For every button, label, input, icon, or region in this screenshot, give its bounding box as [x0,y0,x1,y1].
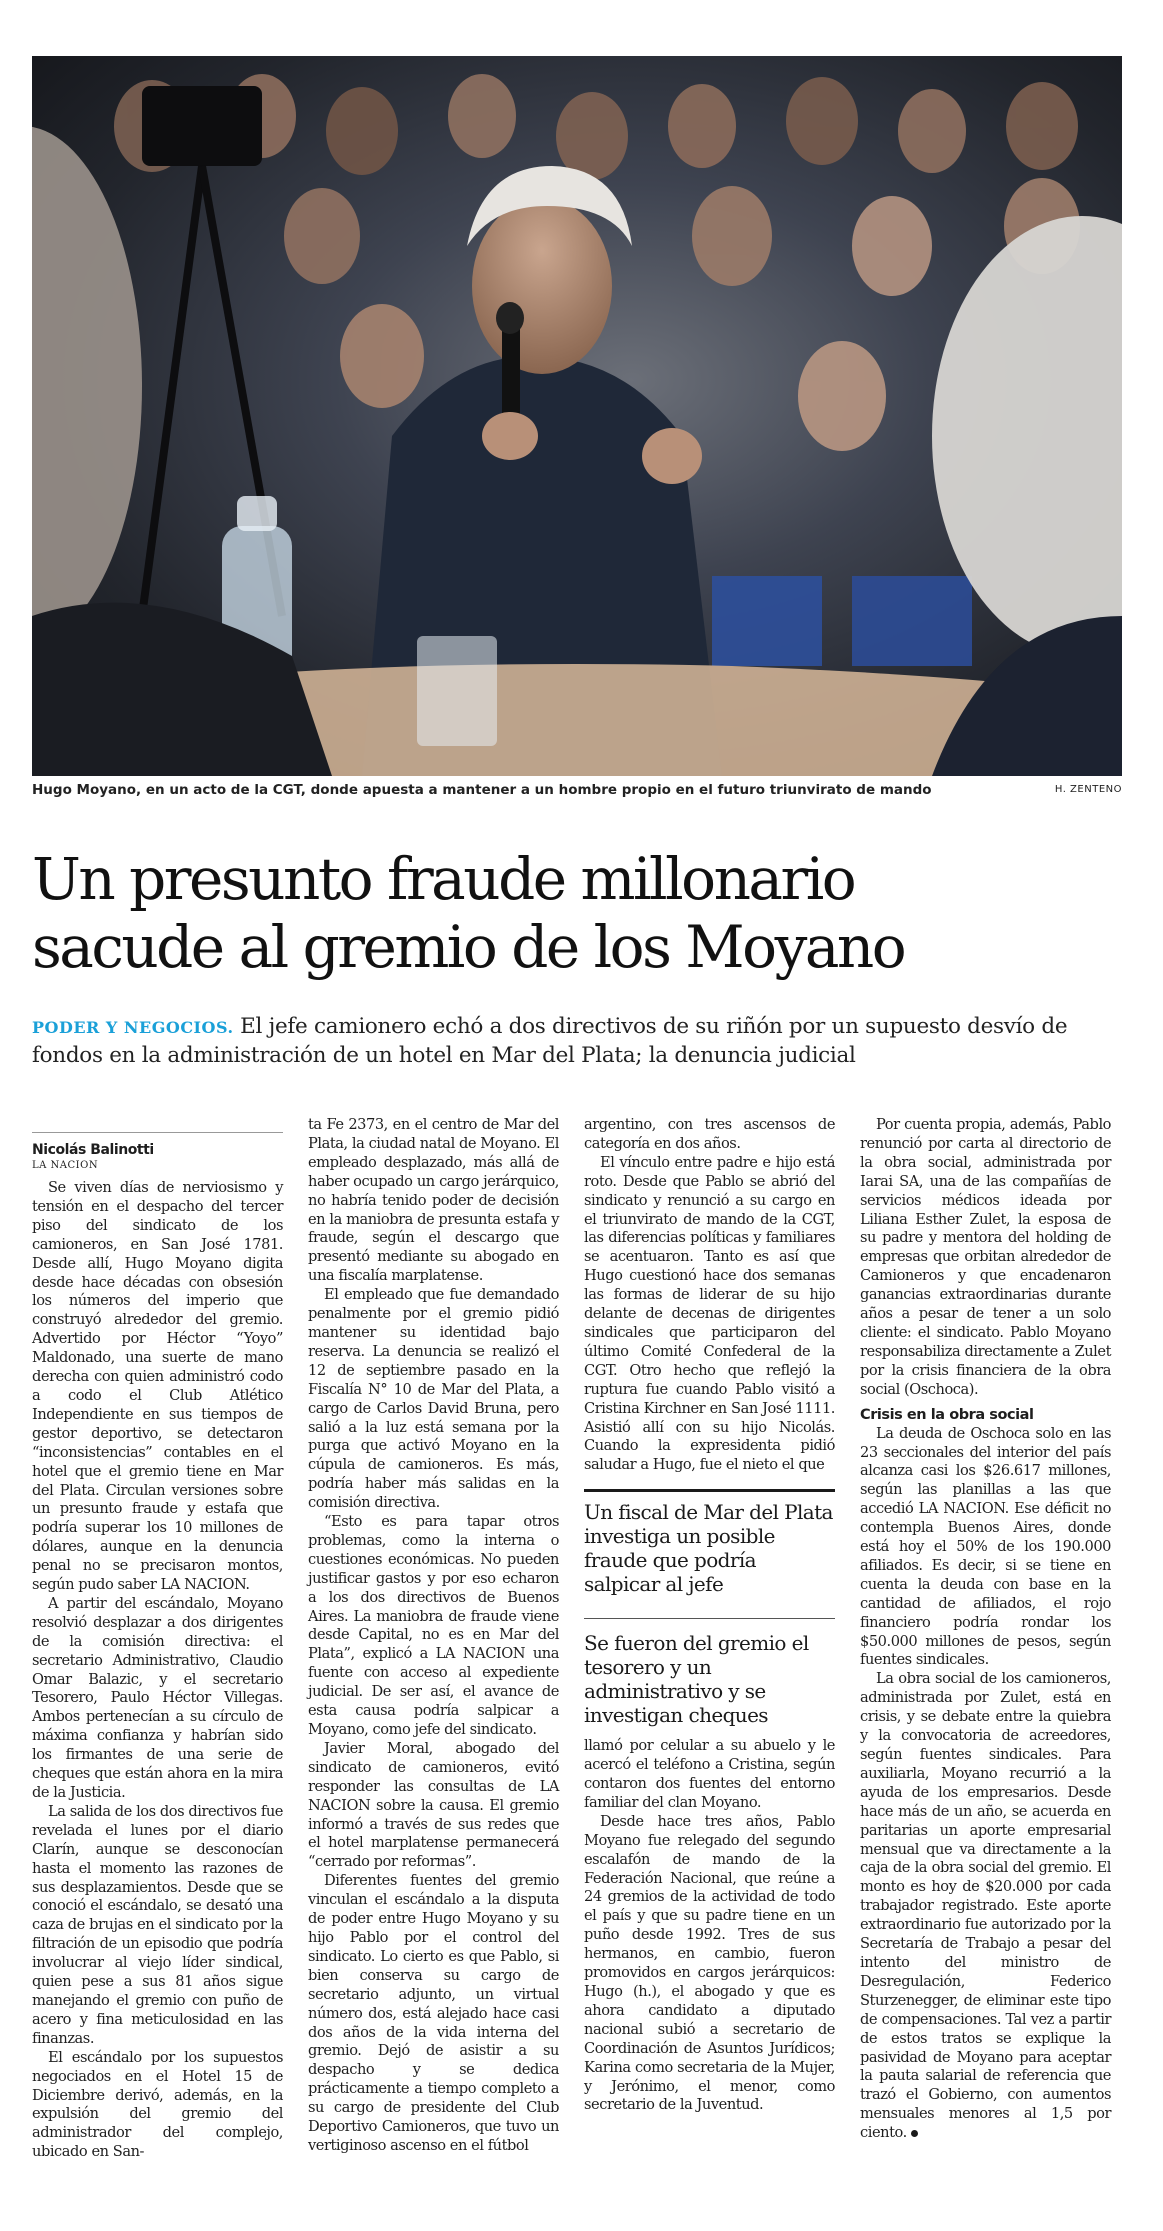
paragraph: El escándalo por los supuestos negociados en el Hotel 15 de Diciembre derivó, además, en la expulsión del gremio del administrador del complejo, ubicado en San- [32,2048,283,2161]
paragraph: Diferentes fuentes del gremio vinculan el escándalo a la disputa de poder entre Hugo Moyano y su hijo Pablo por el control del sindicato. Lo cierto es que Pablo, si bien conserva su cargo de secretario adjunto, un virtual número dos, está alejado hace casi dos años de la vida interna del gremio. Dejó de asistir a su despacho y se dedica prácticamente a tiempo completo a su cargo de presidente del Club Deportivo Camioneros, que tuvo un vertiginoso ascenso en el fútbol [308,1872,559,2154]
paragraph: El vínculo entre padre e hijo está roto. Desde que Pablo se abrió del sindicato y renunció a su cargo en el triunvirato de mando de la CGT, las diferencias políticas y familiares se acentuaron. Tanto es así que Hugo cuestionó hace dos semanas las formas de liderar de su hijo delante de decenas de dirigentes sindicales que participaron del último Comité Confederal de la CGT. Otro hecho que reflejó la ruptura fue cuando Pablo visitó a Cristina Kirchner en San José 1111. Asistió allí con su hijo Nicolás. Cuando la expresidenta pidió saludar a Hugo, fue el nieto el que [584,1153,835,1474]
paragraph: Se viven días de nerviosismo y tensión en el despacho del tercer piso del sindicato de los camioneros, en San José 1781. Desde allí, Hugo Moyano digita desde hace décadas con obsesión los números del imperio que construyó alrededor del gremio. Advertido por Héctor “Yoyo” Maldonado, una suerte de mano derecha con quien administró codo a codo el Club Atlético Independiente en sus tiempos de gestor deportivo, se detectaron “inconsistencias” contables en el hotel que el gremio tiene en Mar del Plata. Circulan versiones sobre un presunto fraude y estafa que podría superar los 10 millones de dólares, aunque en la denuncia penal no se precisaron montos, según pudo saber LA NACION. [32,1179,283,1594]
section-kicker: PODER Y NEGOCIOS. [32,1018,234,1037]
paragraph-text: La obra social de los camioneros, administrada por Zulet, está en crisis, y se debate entre la quiebra y la convocatoria de acreedores, según fuentes sindicales. Para auxiliarla, Moyano recurrió a la ayuda de los empresarios. Desde hace más de un año, se acuerda en paritarias un aporte empresarial mensual que va directamente a la caja de la obra social del gremio. El monto es hoy de $20.000 por cada trabajador registrado. Este aporte extraordinario fue autorizado por la Secretaría de Trabajo a pesar del intento del ministro de Desregulación, Federico Sturzenegger, de eliminar este tipo de compensaciones. Tal vez a partir de estos tratos se explique la pasividad de Moyano para aceptar la pauta salarial de referencia que trazó el Gobierno, con aumentos mensuales menores al 1,5 por ciento. [860,1670,1111,2142]
paragraph: Desde hace tres años, Pablo Moyano fue relegado del segundo escalafón de mando de la Federación Nacional, que reúne a 24 gremios de la actividad de todo el país y que su padre tiene en un puño desde 1992. Tres de sus hermanos, en cambio, fueron promovidos en cargos jerárquicos: Hugo (h.), el abogado y que es ahora candidato a diputado nacional subió a secretario de Coordinación de Asuntos Jurídicos; Karina como secretaria de la Mujer, y Jerónimo, el menor, como secretario de la Juventud. [584,1812,835,2114]
paragraph [860,1670,1111,2143]
paragraph: argentino, con tres ascensos de categoría en dos años. [584,1116,835,1152]
paragraph: llamó por celular a su abuelo y le acercó el teléfono a Cristina, según contaron dos fuentes del entorno familiar del clan Moyano. [584,1737,835,1811]
photo-illustration [32,56,1122,776]
headline-line-1: Un presunto fraude millonario [32,845,855,913]
article-photo [32,56,1122,776]
deck-text: El jefe camionero echó a dos directivos de su riñón por un supuesto desvío de fondos en la administración de un hotel en Mar del Plata; la denuncia judicial [32,1014,1068,1068]
caption-text: Hugo Moyano, en un acto de la CGT, donde apuesta a mantener a un hombre propio en el futuro triunvirato de mando [32,782,932,798]
deck [32,1013,1132,1070]
pull-quote-2: Se fueron del gremio el tesorero y un administrativo y se investigan cheques [584,1618,835,1727]
column-1 [32,1118,283,2162]
paragraph: Por cuenta propia, además, Pablo renunció por carta al directorio de la obra social, administrada por Iarai SA, una de las compañías de servicios médicos ideada por Liliana Esther Zulet, la esposa de su padre y mentora del holding de empresas que orbitan alrededor de Camioneros y que encadenaron ganancias extraordinarias durante años a pesar de tener a un solo cliente: el sindicato. Pablo Moyano responsabiliza directamente a Zulet por la crisis financiera de la obra social (Oschoca). [860,1116,1111,1398]
paragraph: La deuda de Oschoca solo en las 23 seccionales del interior del país alcanza casi los $26.617 millones, según las planillas a las que accedió LA NACION. Ese déficit no contempla Buenos Aires, donde está hoy el 50% de los 190.000 afiliados. Es decir, si se tiene en cuenta la deuda con base en la cantidad de afiliados, el rojo financiero podría rondar los $50.000 millones de pesos, según fuentes sindicales. [860,1424,1111,1669]
paragraph: A partir del escándalo, Moyano resolvió desplazar a dos dirigentes de la comisión directiva: el secretario Administrativo, Claudio Omar Balazic, y el secretario Tesorero, Paulo Héctor Villegas. Ambos pertenecían a su círculo de máxima confianza y habrían sido los firmantes de una serie de cheques que están ahora en la mira de la Justicia. [32,1594,283,1801]
subheading: Crisis en la obra social [860,1406,1034,1423]
byline-outlet: LA NACION [32,1160,99,1171]
end-of-article-mark [911,2130,918,2137]
photo-credit: H. ZENTENO [1054,784,1122,795]
paragraph: La salida de los dos directivos fue revelada el lunes por el diario Clarín, aunque se desconocían hasta el momento las razones de sus desplazamientos. Desde que se conoció el escándalo, se desató una caza de brujas en el sindicato por la filtración de un episodio que podría involucrar al viejo líder sindical, quien pese a sus 81 años sigue manejando el gremio con puño de acero y fina meticulosidad en las finanzas. [32,1802,283,2047]
pull-quote-1: Un fiscal de Mar del Plata investiga un posible fraude que podría salpicar al jefe [584,1489,835,1596]
column-3 [584,1116,835,2115]
paragraph: Javier Moral, abogado del sindicato de camioneros, evitó responder las consultas de LA NACION sobre la causa. El gremio informó a través de sus redes que el hotel marplatense permanecerá “cerrado por reformas”. [308,1739,559,1871]
headline [32,845,1132,981]
photo-caption [32,782,1122,802]
byline-author: Nicolás Balinotti [32,1142,154,1158]
column-4 [860,1116,1111,2143]
paragraph: ta Fe 2373, en el centro de Mar del Plata, la ciudad natal de Moyano. El empleado desplazado, más allá de haber ocupado un cargo jerárquico, no habría tenido poder de decisión en la maniobra de presunta estafa y fraude, según el descargo que presentó mediante su abogado en una fiscalía marplatense. [308,1116,559,1285]
paragraph: “Esto es para tapar otros problemas, como la interna o cuestiones económicas. No pueden justificar gastos y por eso echaron a los dos directivos de Buenos Aires. La maniobra de fraude viene desde Capital, no es en Mar del Plata”, explicó a LA NACION una fuente con acceso al expediente judicial. De ser así, el avance de esta causa podría salpicar a Moyano, como jefe del sindicato. [308,1513,559,1738]
paragraph: El empleado que fue demandado penalmente por el gremio pidió mantener su identidad bajo reserva. La denuncia se realizó el 12 de septiembre pasado en la Fiscalía N° 10 de Mar del Plata, a cargo de Carlos David Bruna, pero salió a la luz está semana por la purga que activó Moyano en la cúpula de camioneros. Es más, podría haber más salidas en la comisión directiva. [308,1286,559,1512]
headline-line-2: sacude al gremio de los Moyano [32,913,905,981]
column-2 [308,1116,559,2156]
byline-divider [32,1132,283,1133]
